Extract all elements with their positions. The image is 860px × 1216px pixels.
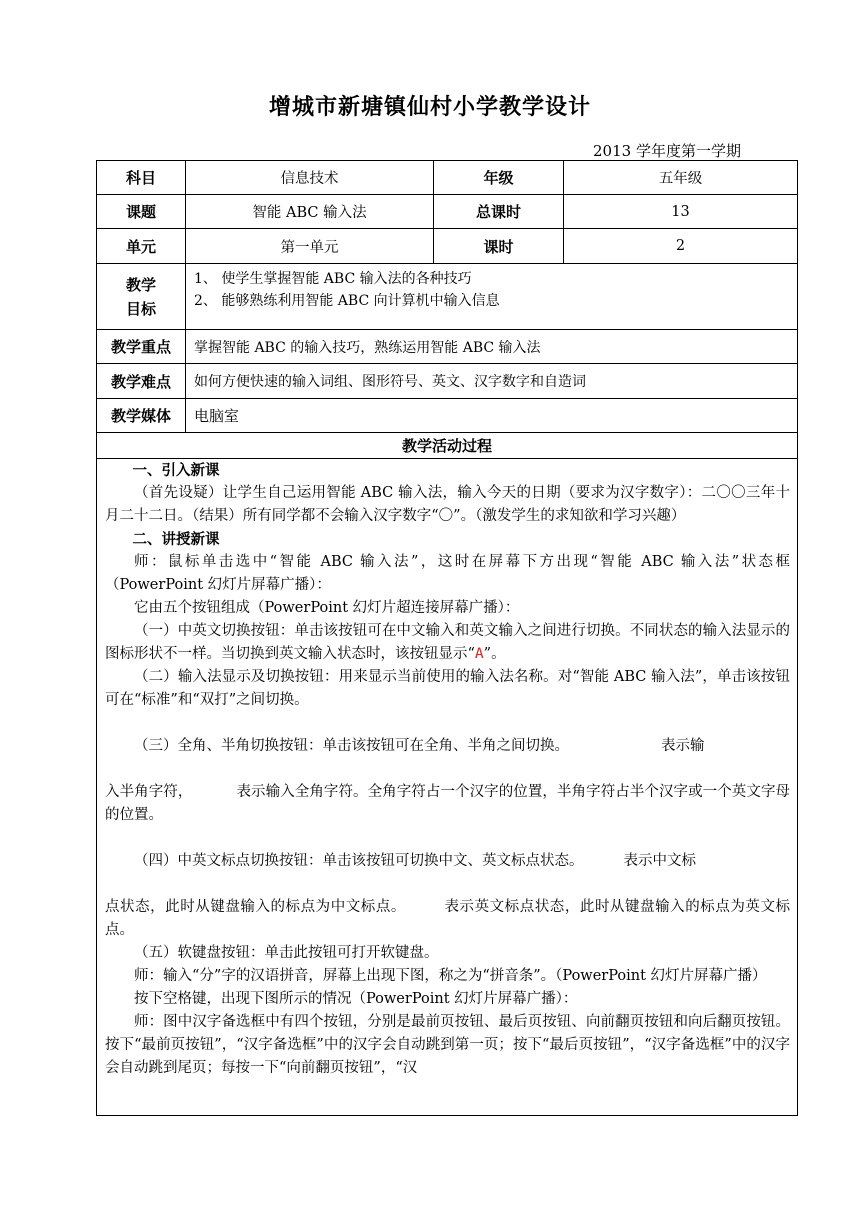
unit-label: 单元 [97,229,186,264]
table-row [97,330,798,364]
difficulties-label: 教学难点 [97,364,186,399]
text-run: （四）中英文标点切换按钮：单击该按钮可切换中文、英文标点状态。 [134,853,584,869]
table-row [97,195,798,229]
topic-value: 智能 ABC 输入法 [186,195,434,229]
subject-label: 科目 [97,161,186,195]
period-value: 2 [564,229,798,264]
process-title: 教学活动过程 [97,433,798,459]
unit-value: 第一单元 [186,229,434,264]
blank-line [105,827,790,850]
section-heading: 一、引入新课 [132,462,220,479]
document-title: 增城市新塘镇仙村小学教学设计 [268,94,591,120]
paragraph [105,850,790,873]
media-value: 电脑室 [186,399,798,433]
table-row [97,229,798,264]
text-run: 表示英文标点状态，此时从键盘输入的标点为英文标点。 [105,899,791,938]
section-heading: 二、讲授新课 [132,531,220,548]
blank-line [105,758,790,781]
text-run: ”。 [483,646,506,662]
text-run: 表示中文标 [623,853,696,869]
paragraph: 师：鼠标单击选中“智能 ABC 输入法”，这时在屏幕下方出现“智能 ABC 输入法”状态框（PowerPoint 幻灯片屏幕广播）： [105,554,790,593]
subject-value: 信息技术 [186,161,434,195]
text-run: 表示输 [661,738,705,754]
topic-label: 课题 [97,195,186,229]
paragraph: 师：图中汉字备选框中有四个按钮，分别是最前页按钮、最后页按钮、向前翻页按钮和向后翻页按钮。按下“最前页按钮”，“汉字备选框”中的汉字会自动跳到第一页；按下“最后页按钮”，“汉字备选框”中的汉字会自动跳到尾页；每按一下“向前翻页按钮”，“汉 [105,1014,790,1076]
paragraph: （首先设疑）让学生自己运用智能 ABC 输入法，输入今天的日期（要求为汉字数字）：二〇〇三年十月二十二日。（结果）所有同学都不会输入汉字数字“〇”。（激发学生的求知欲和学习兴趣） [105,485,790,524]
table-row [97,433,798,459]
paragraph [105,735,790,758]
english-mode-symbol: A [474,646,484,662]
paragraph: （五）软键盘按钮：单击此按钮可打开软键盘。 [134,945,439,961]
goals-value [186,264,798,330]
paragraph: 它由五个按钮组成（PowerPoint 幻灯片超连接屏幕广播）： [134,600,520,616]
goals-label-line-2: 目标 [125,299,156,318]
table-row [97,364,798,399]
period-label: 课时 [434,229,564,264]
total-hours-value: 13 [564,195,798,229]
table-row [97,399,798,433]
text-run: （三）全角、半角切换按钮：单击该按钮可在全角、半角之间切换。 [134,738,569,754]
key-points-value: 掌握智能 ABC 的输入技巧，熟练运用智能 ABC 输入法 [186,330,798,364]
blank-line [105,712,790,735]
grade-label: 年级 [434,161,564,195]
grade-value: 五年级 [564,161,798,195]
lesson-plan-table [96,160,798,1116]
text-run: （一）中英文切换按钮：单击该按钮可在中文输入和英文输入之间进行切换。不同状态的输入法显示的图标形状不一样。当切换到英文输入状态时，该按钮显示“ [105,623,790,662]
goals-label [97,264,186,330]
table-row [97,161,798,195]
goals-label-line-1: 教学 [125,275,156,294]
blank-line [105,873,790,896]
difficulties-value: 如何方便快速的输入词组、图形符号、英文、汉字数字和自造词 [186,364,798,399]
paragraph: 按下空格键，出现下图所示的情况（PowerPoint 幻灯片屏幕广播）： [134,991,578,1007]
paragraph [105,896,790,942]
term-label: 2013 学年度第一学期 [593,142,741,160]
goal-item: 2、 能够熟练利用智能 ABC 向计算机中输入信息 [194,293,500,309]
paragraph: （二）输入法显示及切换按钮：用来显示当前使用的输入法名称。对“智能 ABC 输入法”，单击该按钮可在“标准”和“双打”之间切换。 [105,669,790,708]
paragraph [105,781,790,827]
paragraph: 师：输入“分”字的汉语拼音，屏幕上出现下图，称之为“拼音条”。（PowerPoint 幻灯片屏幕广播） [134,968,767,984]
table-row [97,264,798,330]
table-row [97,459,798,1116]
process-body [97,459,798,1116]
text-run: 入半角字符， [105,784,193,800]
media-label: 教学媒体 [97,399,186,433]
text-run: 表示输入全角字符。全角字符占一个汉字的位置，半角字符占半个汉字或一个英文字母的位置。 [105,784,791,823]
paragraph [105,620,790,666]
text-run: 点状态，此时从键盘输入的标点为中文标点。 [105,899,406,915]
goal-item: 1、 使学生掌握智能 ABC 输入法的各种技巧 [194,271,472,287]
total-hours-label: 总课时 [434,195,564,229]
key-points-label: 教学重点 [97,330,186,364]
